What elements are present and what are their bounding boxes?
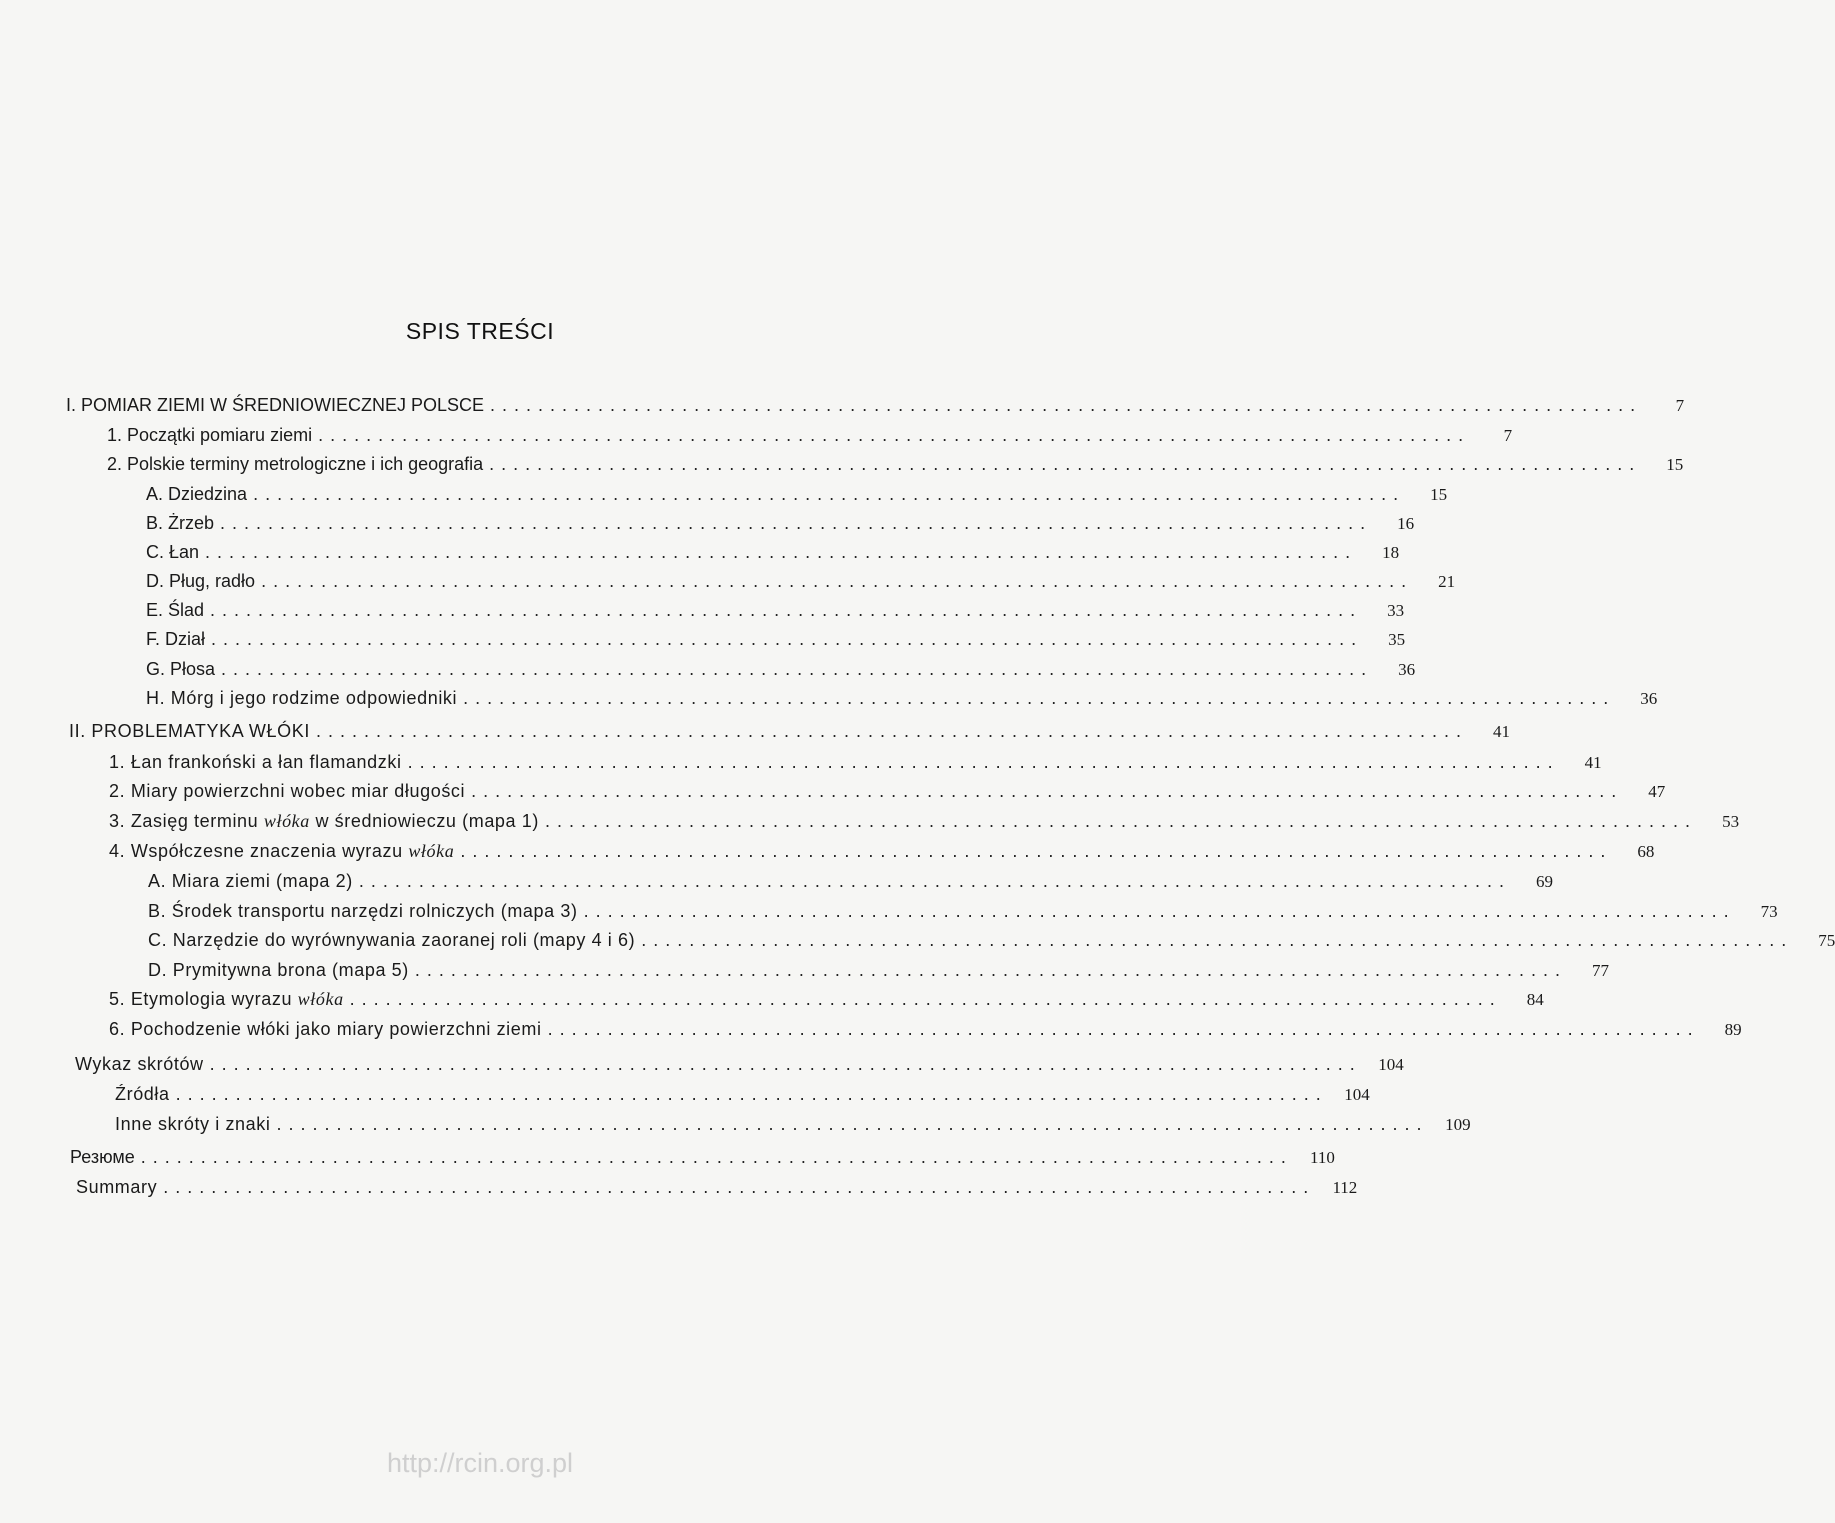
- toc-entry-part-2: [69, 718, 1511, 744]
- toc-entry-page: 35: [1388, 630, 1406, 649]
- label-italic: włóka: [297, 989, 344, 1009]
- toc-entry-label: H. Mórg i jego rodzime odpowiedniki: [146, 688, 458, 708]
- toc-entry-page: 68: [1637, 842, 1655, 861]
- toc-entry-label: I. POMIAR ZIEMI W ŚREDNIOWIECZNEJ POLSCE: [66, 395, 485, 415]
- toc-entry-label: G. Płosa: [146, 659, 216, 679]
- toc-entry-label: [109, 986, 344, 1012]
- toc-entry-label: F. Dział: [146, 629, 206, 649]
- toc-entry-label: E. Ślad: [146, 600, 205, 620]
- dot-leader: ................................................................................................: [471, 781, 1624, 801]
- toc-entry-page: 69: [1535, 872, 1553, 891]
- toc-entry: [148, 868, 1553, 894]
- toc-entry-page: 73: [1760, 902, 1778, 921]
- dot-leader: ................................................................................................: [641, 930, 1794, 950]
- toc-entry-page: 110: [1310, 1148, 1335, 1167]
- dot-leader: ................................................................................................: [209, 1054, 1362, 1074]
- toc-entry: [148, 927, 1835, 953]
- label-italic: włóka: [408, 841, 455, 861]
- toc-entry: [146, 481, 1448, 507]
- dot-leader: ................................................................................................: [547, 1019, 1700, 1039]
- dot-leader: ................................................................................................: [318, 425, 1471, 445]
- toc-entry: [109, 749, 1602, 775]
- toc-entry-page: 33: [1387, 601, 1405, 620]
- toc-entry-label: Wykaz skrótów: [75, 1054, 204, 1074]
- toc-entry-page: 21: [1438, 572, 1456, 591]
- toc-entry-label: [109, 808, 539, 834]
- toc-entry-page: 75: [1818, 931, 1835, 950]
- toc-entry: [146, 510, 1415, 536]
- toc-entry-label: 1. Początki pomiaru ziemi: [107, 425, 313, 445]
- toc-entry-label: Summary: [76, 1177, 158, 1197]
- toc-entry-label: D. Pług, radło: [146, 571, 256, 591]
- toc-entry: [107, 422, 1513, 448]
- toc-entry-page: 7: [1675, 396, 1685, 415]
- toc-entry-page: 41: [1584, 753, 1602, 772]
- toc-entry-summary-ru: [70, 1144, 1335, 1170]
- toc-entry-label: Inne skróty i znaki: [115, 1114, 271, 1134]
- toc-entry-label: B. Żrzeb: [146, 513, 215, 533]
- toc-entry-label: A. Miara ziemi (mapa 2): [148, 871, 353, 891]
- toc-entry-abbreviations: [75, 1051, 1404, 1077]
- dot-leader: ................................................................................................: [175, 1084, 1328, 1104]
- toc-entry: [148, 898, 1778, 924]
- dot-leader: ................................................................................................: [140, 1147, 1293, 1167]
- toc-entry: [109, 1016, 1742, 1042]
- dot-leader: ................................................................................................: [210, 600, 1363, 620]
- toc-entry-label: 2. Polskie terminy metrologiczne i ich geografia: [107, 454, 484, 474]
- dot-leader: ................................................................................................: [205, 542, 1358, 562]
- dot-leader: ................................................................................................: [253, 484, 1406, 504]
- dot-leader: ................................................................................................: [211, 629, 1364, 649]
- toc-entry-page: 36: [1640, 689, 1658, 708]
- dot-leader: ................................................................................................: [261, 571, 1414, 591]
- toc-entry-label: C. Łan: [146, 542, 200, 562]
- toc-entry-page: 104: [1344, 1085, 1370, 1104]
- toc-entry-page: 77: [1591, 961, 1609, 980]
- toc-entry-part-1: [66, 392, 1685, 418]
- toc-entry-label: Źródła: [115, 1084, 170, 1104]
- toc-entry: [107, 451, 1684, 477]
- toc-entry-page: 7: [1503, 426, 1513, 445]
- toc-entry: [115, 1111, 1471, 1137]
- toc-entry-page: 47: [1648, 782, 1666, 801]
- dot-leader: ................................................................................................: [220, 513, 1373, 533]
- dot-leader: ................................................................................................: [349, 989, 1502, 1009]
- toc-entry-label: B. Środek transportu narzędzi rolniczych (mapa 3): [148, 901, 578, 921]
- toc-entry: [109, 778, 1666, 804]
- toc-entry-label: C. Narzędzie do wyrównywania zaoranej roli (mapy 4 i 6): [148, 930, 636, 950]
- toc-entry-page: 15: [1666, 455, 1684, 474]
- dot-leader: ................................................................................................: [544, 811, 1698, 831]
- dot-leader: ................................................................................................: [221, 659, 1374, 679]
- label-text: w średniowieczu (mapa 1): [309, 811, 539, 831]
- toc-entry-label: 6. Pochodzenie włóki jako miary powierzchni ziemi: [109, 1019, 542, 1039]
- toc-entry-page: 53: [1722, 812, 1740, 831]
- dot-leader: ................................................................................................: [460, 841, 1613, 861]
- toc-entry: [146, 597, 1405, 623]
- toc-entry-label: [109, 838, 454, 864]
- toc-entry-label: 1. Łan frankoński a łan flamandzki: [109, 752, 402, 772]
- toc-entry: [109, 986, 1544, 1012]
- toc-entry-page: 112: [1332, 1178, 1358, 1197]
- dot-leader: ................................................................................................: [490, 395, 1643, 415]
- toc-entry-page: 18: [1382, 543, 1400, 562]
- dot-leader: ................................................................................................: [358, 871, 1511, 891]
- toc-entry-summary-en: [76, 1174, 1358, 1200]
- source-watermark: http://rcin.org.pl: [386, 1448, 574, 1478]
- dot-leader: ................................................................................................: [163, 1177, 1316, 1197]
- dot-leader: ................................................................................................: [276, 1114, 1429, 1134]
- dot-leader: ................................................................................................: [463, 688, 1616, 708]
- label-text: 3. Zasięg terminu: [109, 811, 264, 831]
- toc-entry-page: 15: [1430, 485, 1448, 504]
- toc-entry: [115, 1081, 1370, 1107]
- toc-entry-label: A. Dziedzina: [146, 484, 248, 504]
- dot-leader: ................................................................................................: [414, 960, 1567, 980]
- page-title: SPIS TREŚCI: [405, 318, 555, 344]
- toc-entry: [148, 957, 1609, 983]
- toc-entry-page: 16: [1397, 514, 1415, 533]
- toc-entry: [146, 685, 1658, 711]
- label-text: 5. Etymologia wyrazu: [109, 989, 298, 1009]
- toc-entry-label: 2. Miary powierzchni wobec miar długości: [109, 781, 466, 801]
- label-text: 4. Współczesne znaczenia wyrazu: [109, 841, 409, 861]
- toc-entry-label: D. Prymitywna brona (mapa 5): [148, 960, 409, 980]
- dot-leader: ................................................................................................: [315, 721, 1469, 741]
- toc-entry-page: 84: [1526, 990, 1544, 1009]
- toc-entry-page: 109: [1445, 1115, 1471, 1134]
- toc-entry-label: II. PROBLEMATYKA WŁÓKI: [69, 721, 310, 741]
- toc-entry-page: 104: [1378, 1055, 1404, 1074]
- dot-leader: ................................................................................................: [407, 752, 1560, 772]
- dot-leader: ................................................................................................: [489, 454, 1642, 474]
- toc-entry: [146, 626, 1406, 652]
- toc-entry-label: Резюме: [70, 1147, 135, 1167]
- toc-entry: [109, 838, 1655, 864]
- toc-entry-page: 41: [1493, 722, 1511, 741]
- label-italic: włóka: [263, 811, 310, 831]
- toc-entry: [146, 539, 1400, 565]
- toc-entry: [146, 656, 1416, 682]
- toc-entry: [146, 568, 1456, 594]
- toc-entry: [109, 808, 1740, 834]
- toc-entry-page: 89: [1724, 1020, 1742, 1039]
- toc-entry-page: 36: [1398, 660, 1416, 679]
- dot-leader: ................................................................................................: [583, 901, 1736, 921]
